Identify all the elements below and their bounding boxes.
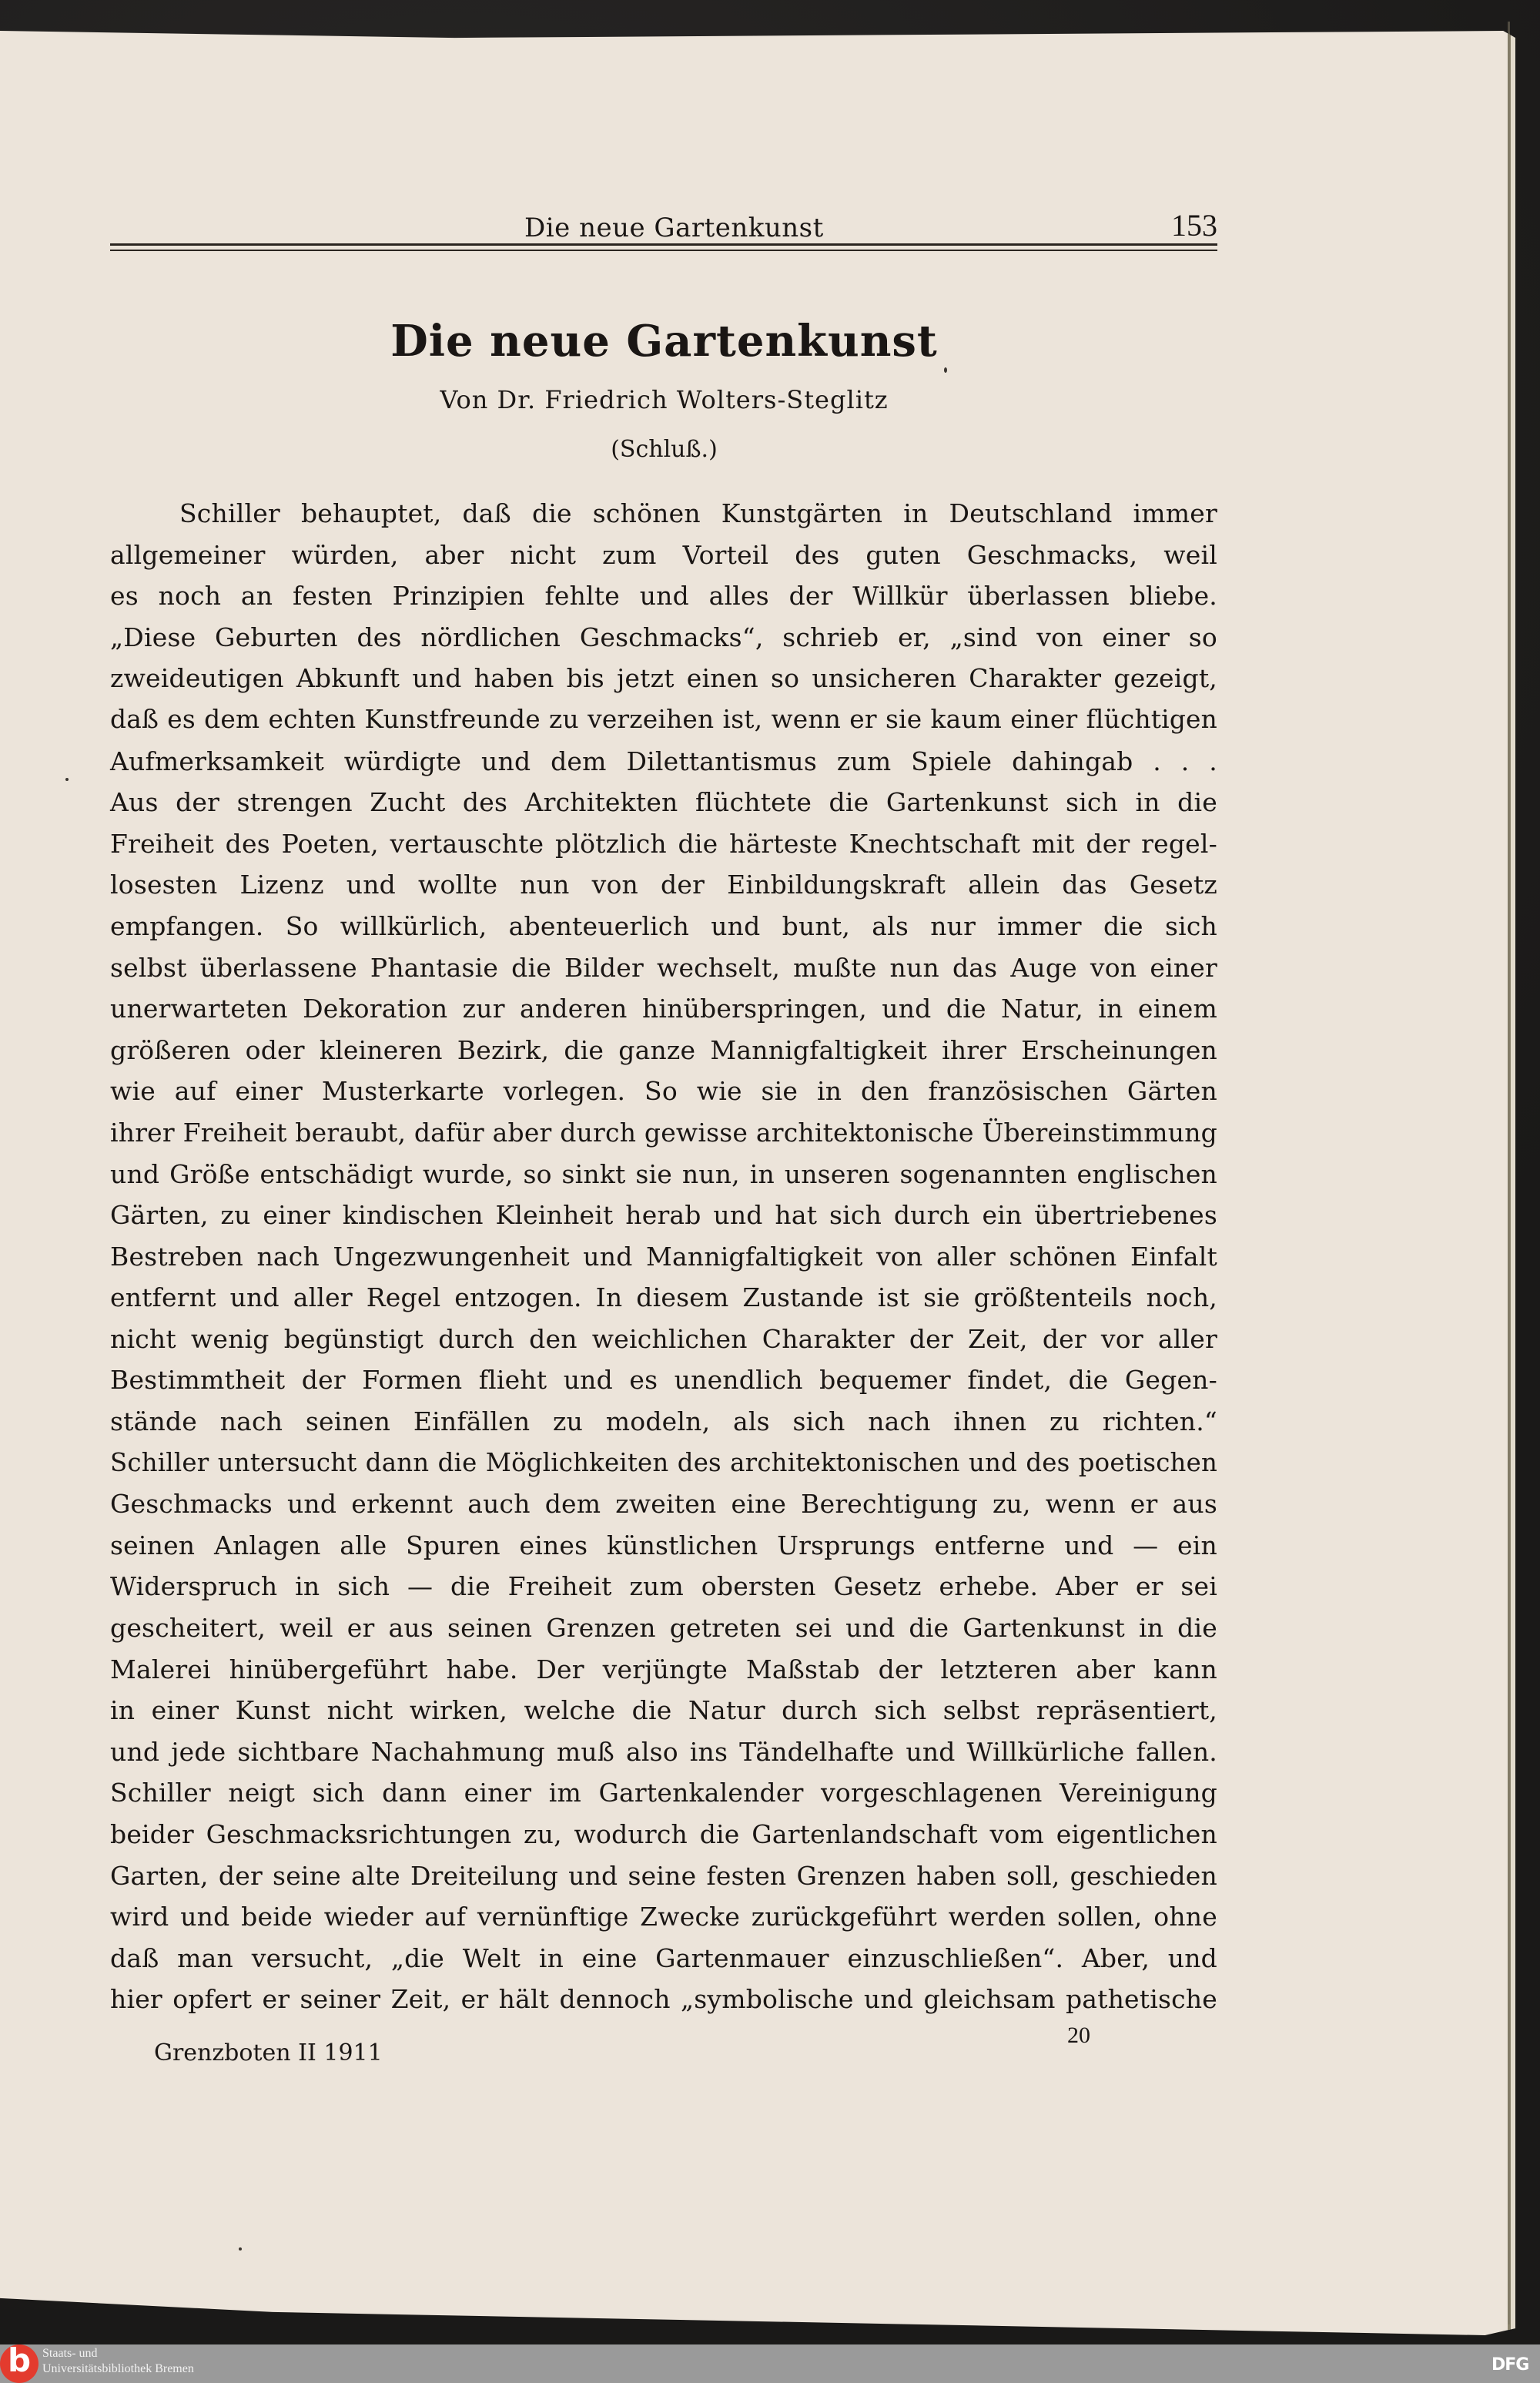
header-rule-thin	[110, 250, 1217, 251]
library-logo-letter: b	[7, 2344, 32, 2379]
article-subtitle: (Schluß.)	[611, 436, 718, 463]
text-line: Widerspruch in sich — die Freiheit zum obersten Gesetz erhebe. Aber er sei	[110, 1571, 1217, 1602]
library-name-line-1: Staats- und	[42, 2347, 98, 2360]
header-rule	[110, 243, 1217, 246]
text-line: wird und beide wieder auf vernünftige Zwecke zurückgeführt werden sollen, ohne	[110, 1902, 1217, 1932]
text-line: stände nach seinen Einfällen zu modeln, als sich nach ihnen zu richten.“	[110, 1406, 1217, 1437]
text-line: daß man versucht, „die Welt in eine Gartenmauer einzuschließen“. Aber, und	[110, 1942, 1217, 1973]
text-line: Bestreben nach Ungezwungenheit und Mannigfaltigkeit von aller schönen Einfalt	[110, 1241, 1217, 1272]
text-line: in einer Kunst nicht wirken, welche die Natur durch sich selbst repräsentiert,	[110, 1695, 1217, 1726]
text-line: „Diese Geburten des nördlichen Geschmacks“, schrieb er, „sind von einer so	[110, 622, 1217, 652]
scan-footer-band	[0, 2344, 1540, 2383]
text-line: und Größe entschädigt wurde, so sinkt sie nun, in unseren sogenannten englischen	[110, 1158, 1217, 1189]
running-header	[110, 202, 1217, 243]
text-line: Geschmacks und erkennt auch dem zweiten eine Berechtigung zu, wenn er aus	[110, 1489, 1217, 1520]
running-title: Die neue Gartenkunst	[524, 213, 824, 243]
text-line: Aus der strengen Zucht des Architekten flüchtete die Gartenkunst sich in die	[110, 787, 1217, 818]
library-name	[42, 2346, 194, 2377]
text-line: entfernt und aller Regel entzogen. In diesem Zustande ist sie größtenteils noch,	[110, 1282, 1217, 1313]
journal-signature: Grenzboten II 1911	[154, 2039, 383, 2066]
paper-speck	[65, 778, 69, 781]
text-line: größeren oder kleineren Bezirk, die ganze Mannigfaltigkeit ihrer Erscheinungen	[110, 1034, 1217, 1065]
page-number: 153	[1171, 208, 1217, 243]
text-line: gescheitert, weil er aus seinen Grenzen getreten sei und die Gartenkunst in die	[110, 1613, 1217, 1644]
text-line: empfangen. So willkürlich, abenteuerlich und bunt, als nur immer die sich	[110, 910, 1217, 941]
text-line: nicht wenig begünstigt durch den weichlichen Charakter der Zeit, der vor aller	[110, 1323, 1217, 1354]
text-line: unerwarteten Dekoration zur anderen hinüberspringen, und die Natur, in einem	[110, 994, 1217, 1024]
article-byline: Von Dr. Friedrich Wolters-Steglitz	[440, 385, 889, 414]
text-line: allgemeiner würden, aber nicht zum Vorteil des guten Geschmacks, weil	[110, 539, 1217, 570]
text-line: Garten, der seine alte Dreiteilung und seine festen Grenzen haben soll, geschieden	[110, 1860, 1217, 1891]
text-line: beider Geschmacksrichtungen zu, wodurch die Gartenlandschaft vom eigentlichen	[110, 1819, 1217, 1849]
text-line: Gärten, zu einer kindischen Kleinheit herab und hat sich durch ein übertriebenes	[110, 1200, 1217, 1231]
text-line: Schiller neigt sich dann einer im Gartenkalender vorgeschlagenen Vereinigung	[110, 1778, 1217, 1808]
paper-speck	[944, 367, 947, 373]
text-line: daß es dem echten Kunstfreunde zu verzeihen ist, wenn er sie kaum einer flüchtigen	[110, 704, 1217, 734]
text-line: wie auf einer Musterkarte vorlegen. So wie sie in den französischen Gärten	[110, 1076, 1217, 1107]
text-line: Aufmerksamkeit würdigte und dem Dilettantismus zum Spiele dahingab . . .	[110, 746, 1217, 776]
text-line: und jede sichtbare Nachahmung muß also ins Tändelhafte und Willkürliche fallen.	[110, 1736, 1217, 1767]
text-line: Schiller untersucht dann die Möglichkeiten des architektonischen und des poetischen	[110, 1447, 1217, 1477]
text-line: Bestimmtheit der Formen flieht und es unendlich bequemer findet, die Gegen-	[110, 1365, 1217, 1396]
text-line: zweideutigen Abkunft und haben bis jetzt einen so unsicheren Charakter gezeigt,	[110, 663, 1217, 694]
text-line: Schiller behauptet, daß die schönen Kunstgärten in Deutschland immer	[179, 498, 1217, 528]
article-title: Die neue Gartenkunst	[390, 316, 938, 367]
library-logo-icon	[0, 2344, 38, 2383]
text-line: Malerei hinübergeführt habe. Der verjüngte Maßstab der letzteren aber kann	[110, 1654, 1217, 1684]
text-line: es noch an festen Prinzipien fehlte und alles der Willkür überlassen bliebe.	[110, 581, 1217, 612]
text-line: losesten Lizenz und wollte nun von der Einbildungskraft allein das Gesetz	[110, 870, 1217, 900]
text-line: selbst überlassene Phantasie die Bilder wechselt, mußte nun das Auge von einer	[110, 952, 1217, 983]
text-line: seinen Anlagen alle Spuren eines künstlichen Ursprungs entferne und — ein	[110, 1530, 1217, 1560]
sheet-signature-number: 20	[1067, 2023, 1090, 2048]
text-line: ihrer Freiheit beraubt, dafür aber durch gewisse architektonische Übereinstimmung	[110, 1117, 1217, 1148]
text-line: hier opfert er seiner Zeit, er hält dennoch „symbolische und gleichsam pathetische	[110, 1984, 1217, 2015]
article-body	[110, 493, 1217, 2020]
dfg-logo-icon: DFG	[1491, 2355, 1529, 2375]
paper-speck	[239, 2247, 242, 2251]
library-name-line-2: Universitätsbibliothek Bremen	[42, 2362, 194, 2375]
text-line: Freiheit des Poeten, vertauschte plötzlich die härteste Knechtschaft mit der regel-	[110, 828, 1217, 859]
